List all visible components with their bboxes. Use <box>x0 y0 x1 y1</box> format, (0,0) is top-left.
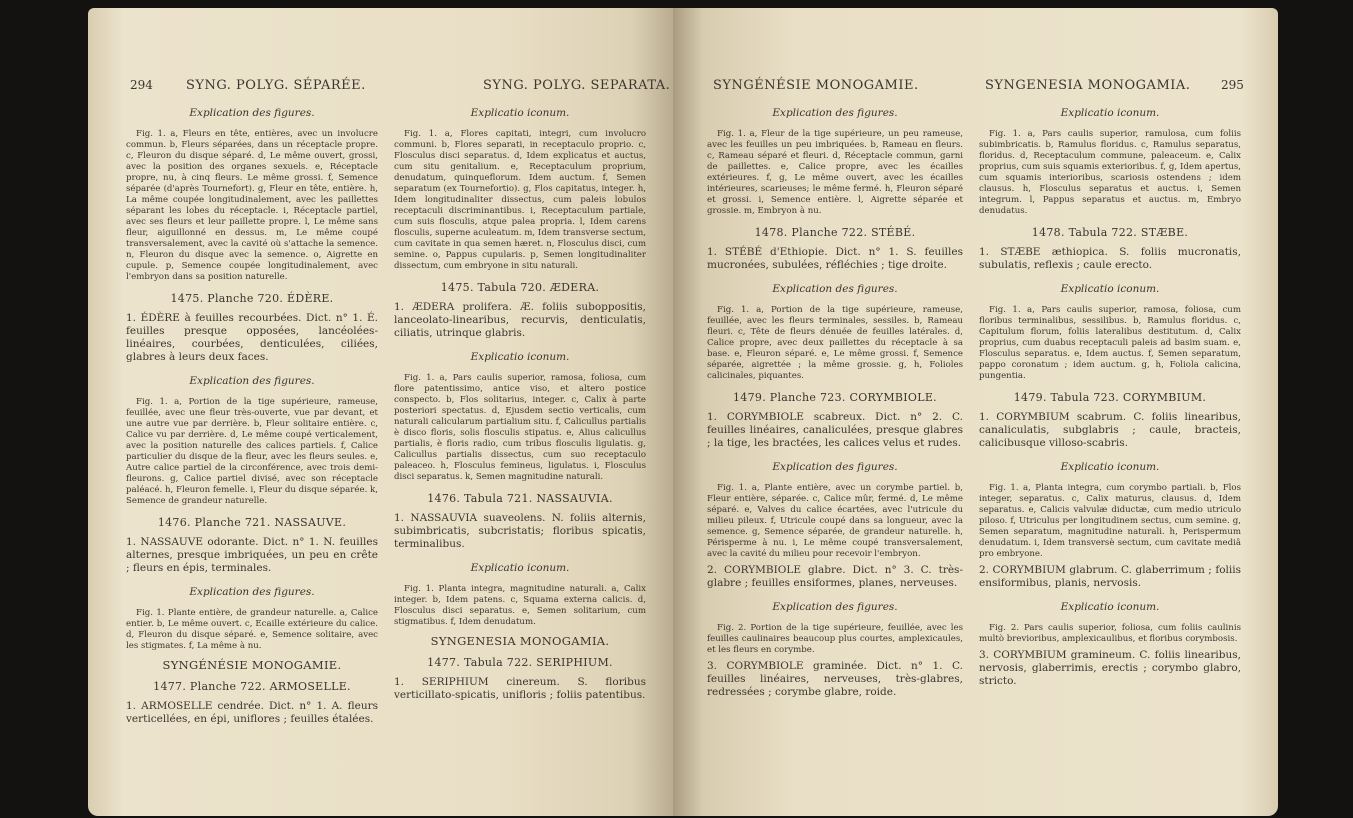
right-col2-header: SYNGENESIA MONOGAMIA. <box>985 78 1191 93</box>
species-entry: 1. STÆBE æthiopica. S. foliis mucronatis, subulatis, reflexis ; caule erecto. <box>979 246 1241 271</box>
figure-explanation: Fig. 1. a, Portion de la tige supérieure, rameuse, feuillée, avec une fleur très-ouverte, vue par devant, et une autre vue par derrière. b, Fleur solitaire entière. c, Calice vu par derrière. d, Le même coupé verticalement, avec la position naturelle des calices partiels. f, Calice particulier du disque de la fleur, avec les fleurs seules. e, Autre calice partiel de la circonférence, avec trois demi-fleurons. g, Calice partiel divisé, avec son réceptacle paléacé. h, Fleuron femelle. i, Fleur du disque séparée. k, Semence de grandeur naturelle. <box>126 397 378 506</box>
plate-heading: 1478. Tabula 722. STÆBE. <box>1031 226 1189 239</box>
figure-explanation: Fig. 1. a, Fleurs en tête, entières, avec un involucre commun. b, Fleurs séparées, dans un réceptacle propre. c, Fleuron du disque séparé. d, Le même ouvert, grossi, avec la position des organes sexuels. e, Réceptacle propre, nu, à cinq fleurs. Le même grossi. f, Semence séparée (d'après Tournefort). g, Fleur en tête, entière. h, La même coupée longitudinalement, avec les paillettes séparant les lobes du réceptacle. i, Réceptacle partiel, avec ses fleurs et leur paillette propre. l, Le même sans fleur, aiguillonné en dessus. m, Le même coupé transversalement, avec la cavité où s'attache la semence. n, Fleuron du disque avec la semence. o, Aigrette en cupule. p, Semence coupée longitudinalement, avec l'embryon dans sa position naturelle. <box>126 129 378 282</box>
plate-heading: 1479. Tabula 723. CORYMBIUM. <box>1013 391 1207 404</box>
caption-title: Explicatio iconum. <box>470 107 570 119</box>
figure-explanation: Fig. 1. a, Pars caulis superior, ramosa, foliosa, cum flore patentissimo, antice viso, et altero postice conspecto. b, Flos solitarius, integer. c, Calix à parte posteriori spectatus. d, Ejusdem sectio verticalis, cum naturali calicularum partialium situ. f, Calicullus partialis è disco floris, solis flosculis stipatus. e, Alius calicullus partialis, è floris radio, cum tribus flosculis ligulatis. g, Calicullus partialis dissectus, cum suo receptaculo paleaceo. h, Flosculus femineus, ligulatus. i, Flosculus disci separatus. k, Semen magnitudine naturali. <box>394 373 646 482</box>
plate-heading: 1476. Planche 721. NASSAUVE. <box>157 516 347 529</box>
plate-heading: 1475. Tabula 720. ÆDERA. <box>440 281 600 294</box>
book-spread <box>88 8 1278 816</box>
figure-explanation: Fig. 1. Plante entière, de grandeur naturelle. a, Calice entier. b, Le même ouvert. c, Ecaille extérieure du calice. d, Fleuron du disque séparé. e, Semence solitaire, avec les stigmates. f, La même à nu. <box>126 608 378 651</box>
species-entry: 1. ÆDERA prolifera. Æ. foliis suboppositis, lanceolato-linearibus, recurvis, denticulatis, ciliatis, utrinque glabris. <box>394 301 646 339</box>
figure-explanation: Fig. 1. a, Planta integra, cum corymbo partiali. b, Flos integer, separatus. c, Calix maturus, clausus. d, Idem separatus. e, Calicis valvulæ diductæ, cum medio utriculo piloso. f, Utriculus per longitudinem sectus, cum semine. g, Semen separatum, magnitudine naturali. h, Perispermum denudatum. i, Idem transversè sectum, cum cavitate mediâ pro embryone. <box>979 483 1241 559</box>
figure-explanation: Fig. 1. a, Portion de la tige supérieure, rameuse, feuillée, avec les fleurs terminales, sessiles. b, Rameau fleuri. c, Tête de fleurs dénuée de feuilles latérales. d, Calice propre, avec deux paillettes du réceptacle à sa base. e, Fleuron séparé. e, Le même grossi. f, Semence séparée, aigrettée ; la même grossie. g, h, Folioles calicinales, piquantes. <box>707 305 963 381</box>
figure-explanation: Fig. 1. a, Pars caulis superior, ramosa, foliosa, cum floribus terminalibus, sessilibus. b, Ramulus floridus. c, Capitulum florum, foliis lateralibus destitutum. d, Calix proprius, cum duabus receptaculi paleis ad basim suam. e, Flosculus separatus. e, Idem auctus. f, Semen separatum, pappo coronatum ; idem auctum. g, h, Foliola calicina, pungentia. <box>979 305 1241 381</box>
left-col2 <box>394 96 646 710</box>
section-heading: SYNGÉNÉSIE MONOGAMIE. <box>162 658 342 672</box>
caption-title: Explication des figures. <box>189 107 315 119</box>
caption-title: Explication des figures. <box>189 586 315 598</box>
plate-heading: 1479. Planche 723. CORYMBIOLE. <box>733 391 937 404</box>
section-heading: SYNGENESIA MONOGAMIA. <box>430 634 610 648</box>
species-entry: 1. NASSAUVE odorante. Dict. n° 1. N. feuilles alternes, presque imbriquées, un peu en crête ; fleurs en épis, terminales. <box>126 536 378 574</box>
caption-title: Explicatio iconum. <box>470 562 570 574</box>
species-entry: 2. CORYMBIUM glabrum. C. glaberrimum ; foliis ensiformibus, planis, nervosis. <box>979 564 1241 589</box>
species-entry: 2. CORYMBIOLE glabre. Dict. n° 3. C. très-glabre ; feuilles ensiformes, planes, nerveuses. <box>707 564 963 589</box>
page-number-left: 294 <box>130 78 153 92</box>
species-entry: 3. CORYMBIUM gramineum. C. foliis linearibus, nervosis, glaberrimis, erectis ; corymbo glabro, stricto. <box>979 649 1241 687</box>
species-entry: 1. STÉBÉ d'Ethiopie. Dict. n° 1. S. feuilles mucronées, subulées, réfléchies ; tige droite. <box>707 246 963 271</box>
species-entry: 1. SERIPHIUM cinereum. S. floribus verticillato-spicatis, unifloris ; foliis patentibus. <box>394 676 646 701</box>
caption-title: Explication des figures. <box>772 601 898 613</box>
caption-title: Explication des figures. <box>772 107 898 119</box>
caption-title: Explication des figures. <box>189 375 315 387</box>
plate-heading: 1477. Planche 722. ARMOSELLE. <box>153 680 351 693</box>
figure-explanation: Fig. 1. a, Plante entière, avec un corymbe partiel. b, Fleur entière, séparée. c, Calice mûr, fermé. d, Le même séparé. e, Valves du calice écartées, avec l'utricule du milieu pileux. f, Utricule coupé dans sa longueur, avec la semence. g, Semence séparée, de grandeur naturelle. h, Périsperme à nu. i, Le même coupé transversalement, avec la cavité du milieu pour recevoir l'embryon. <box>707 483 963 559</box>
species-entry: 1. ÉDÈRE à feuilles recourbées. Dict. n° 1. É. feuilles presque opposées, lancéolées-linéaires, courbées, denticulées, ciliées, glabres à leurs deux faces. <box>126 312 378 363</box>
plate-heading: 1478. Planche 722. STÉBÉ. <box>754 226 916 239</box>
figure-explanation: Fig. 2. Pars caulis superior, foliosa, cum foliis caulinis multò brevioribus, amplexicaulibus, et floribus corymbosis. <box>979 623 1241 644</box>
figure-explanation: Fig. 2. Portion de la tige supérieure, feuillée, avec les feuilles caulinaires beaucoup plus courtes, amplexicaules, et les fleurs en corymbe. <box>707 623 963 655</box>
caption-title: Explicatio iconum. <box>470 351 570 363</box>
caption-title: Explicatio iconum. <box>1060 601 1160 613</box>
species-entry: 1. CORYMBIOLE scabreux. Dict. n° 2. C. feuilles linéaires, canaliculées, presque glabres ; la tige, les bractées, les calices velus et rudes. <box>707 411 963 449</box>
right-page <box>673 8 1278 816</box>
plate-heading: 1475. Planche 720. ÉDÈRE. <box>170 292 334 305</box>
plate-heading: 1476. Tabula 721. NASSAUVIA. <box>427 492 613 505</box>
caption-title: Explication des figures. <box>772 461 898 473</box>
right-col1-header: SYNGÉNÉSIE MONOGAMIE. <box>713 78 919 93</box>
left-page <box>88 8 673 816</box>
figure-explanation: Fig. 1. a, Pars caulis superior, ramulosa, cum foliis subimbricatis. b, Ramulus floridus. c, Ramulus separatus, floridus. d, Receptaculum commune, paleaceum. e, Calix proprius, cum suis squamis exterioribus. f, g, Idem apertus, cum squamis interioribus, scariosis ostendens ; idem clausus. h, Flosculus separatus et auctus. i, Semen integrum. l, Pappus separatus et auctus. m, Embryo denudatus. <box>979 129 1241 216</box>
caption-title: Explicatio iconum. <box>1060 461 1160 473</box>
left-col1 <box>126 96 378 734</box>
caption-title: Explication des figures. <box>772 283 898 295</box>
page-number-right: 295 <box>1221 78 1244 92</box>
figure-explanation: Fig. 1. a, Flores capitati, integri, cum involucro communi. b, Flores separati, in receptaculo proprio. c, Flosculus disci separatus. d, Idem explicatus et auctus, cum situ genitalium. e, Receptaculum proprium, denudatum, quinqueflorum. Idem auctum. f, Semen separatum (ex Tournefortio). g, Flos capitatus, integer. h, Idem longitudinaliter dissectus, cum paleis lobulos receptaculi discriminantibus. i, Receptaculum partiale, cum suis flosculis, atque palea propria. l, Idem carens flosculis, superne aculeatum. m, Idem transverse sectum, cum cavitate in qua semen hæret. n, Flosculus disci, cum semine. o, Pappus cupularis. p, Semen longitudinaliter dissectum, cum embryone in situ naturali. <box>394 129 646 271</box>
figure-explanation: Fig. 1. a, Fleur de la tige supérieure, un peu rameuse, avec les feuilles un peu imbriquées. b, Rameau en fleurs. c, Rameau séparé et fleuri. d, Réceptacle commun, garni de paillettes. e, Calice propre, avec les écailles extérieures. f, g, Le même ouvert, avec les écailles intérieures, scarieuses; le même fermé. h, Fleuron séparé et grossi. i, Semence entière. l, Aigrette séparée et grossie. m, Embryon à nu. <box>707 129 963 216</box>
species-entry: 1. CORYMBIUM scabrum. C. foliis linearibus, canaliculatis, subglabris ; caule, bracteis, calicibusque villoso-scabris. <box>979 411 1241 449</box>
species-entry: 3. CORYMBIOLE graminée. Dict. n° 1. C. feuilles linéaires, nerveuses, très-glabres, redressées ; corymbe glabre, roide. <box>707 660 963 698</box>
figure-explanation: Fig. 1. Planta integra, magnitudine naturali. a, Calix integer. b, Idem patens. c, Squama externa calicis. d, Flosculus disci separatus. e, Semen solitarium, cum stigmatibus. f, Idem denudatum. <box>394 584 646 627</box>
caption-title: Explicatio iconum. <box>1060 107 1160 119</box>
right-col2 <box>979 96 1241 696</box>
species-entry: 1. NASSAUVIA suaveolens. N. foliis alternis, subimbricatis, subcristatis; floribus spicatis, terminalibus. <box>394 512 646 550</box>
left-col2-header: SYNG. POLYG. SEPARATA. <box>483 78 671 93</box>
caption-title: Explicatio iconum. <box>1060 283 1160 295</box>
species-entry: 1. ARMOSELLE cendrée. Dict. n° 1. A. fleurs verticellées, en épi, uniflores ; feuilles étalées. <box>126 700 378 725</box>
left-col1-header: SYNG. POLYG. SÉPARÉE. <box>186 78 366 93</box>
right-col1 <box>707 96 963 707</box>
plate-heading: 1477. Tabula 722. SERIPHIUM. <box>427 656 613 669</box>
